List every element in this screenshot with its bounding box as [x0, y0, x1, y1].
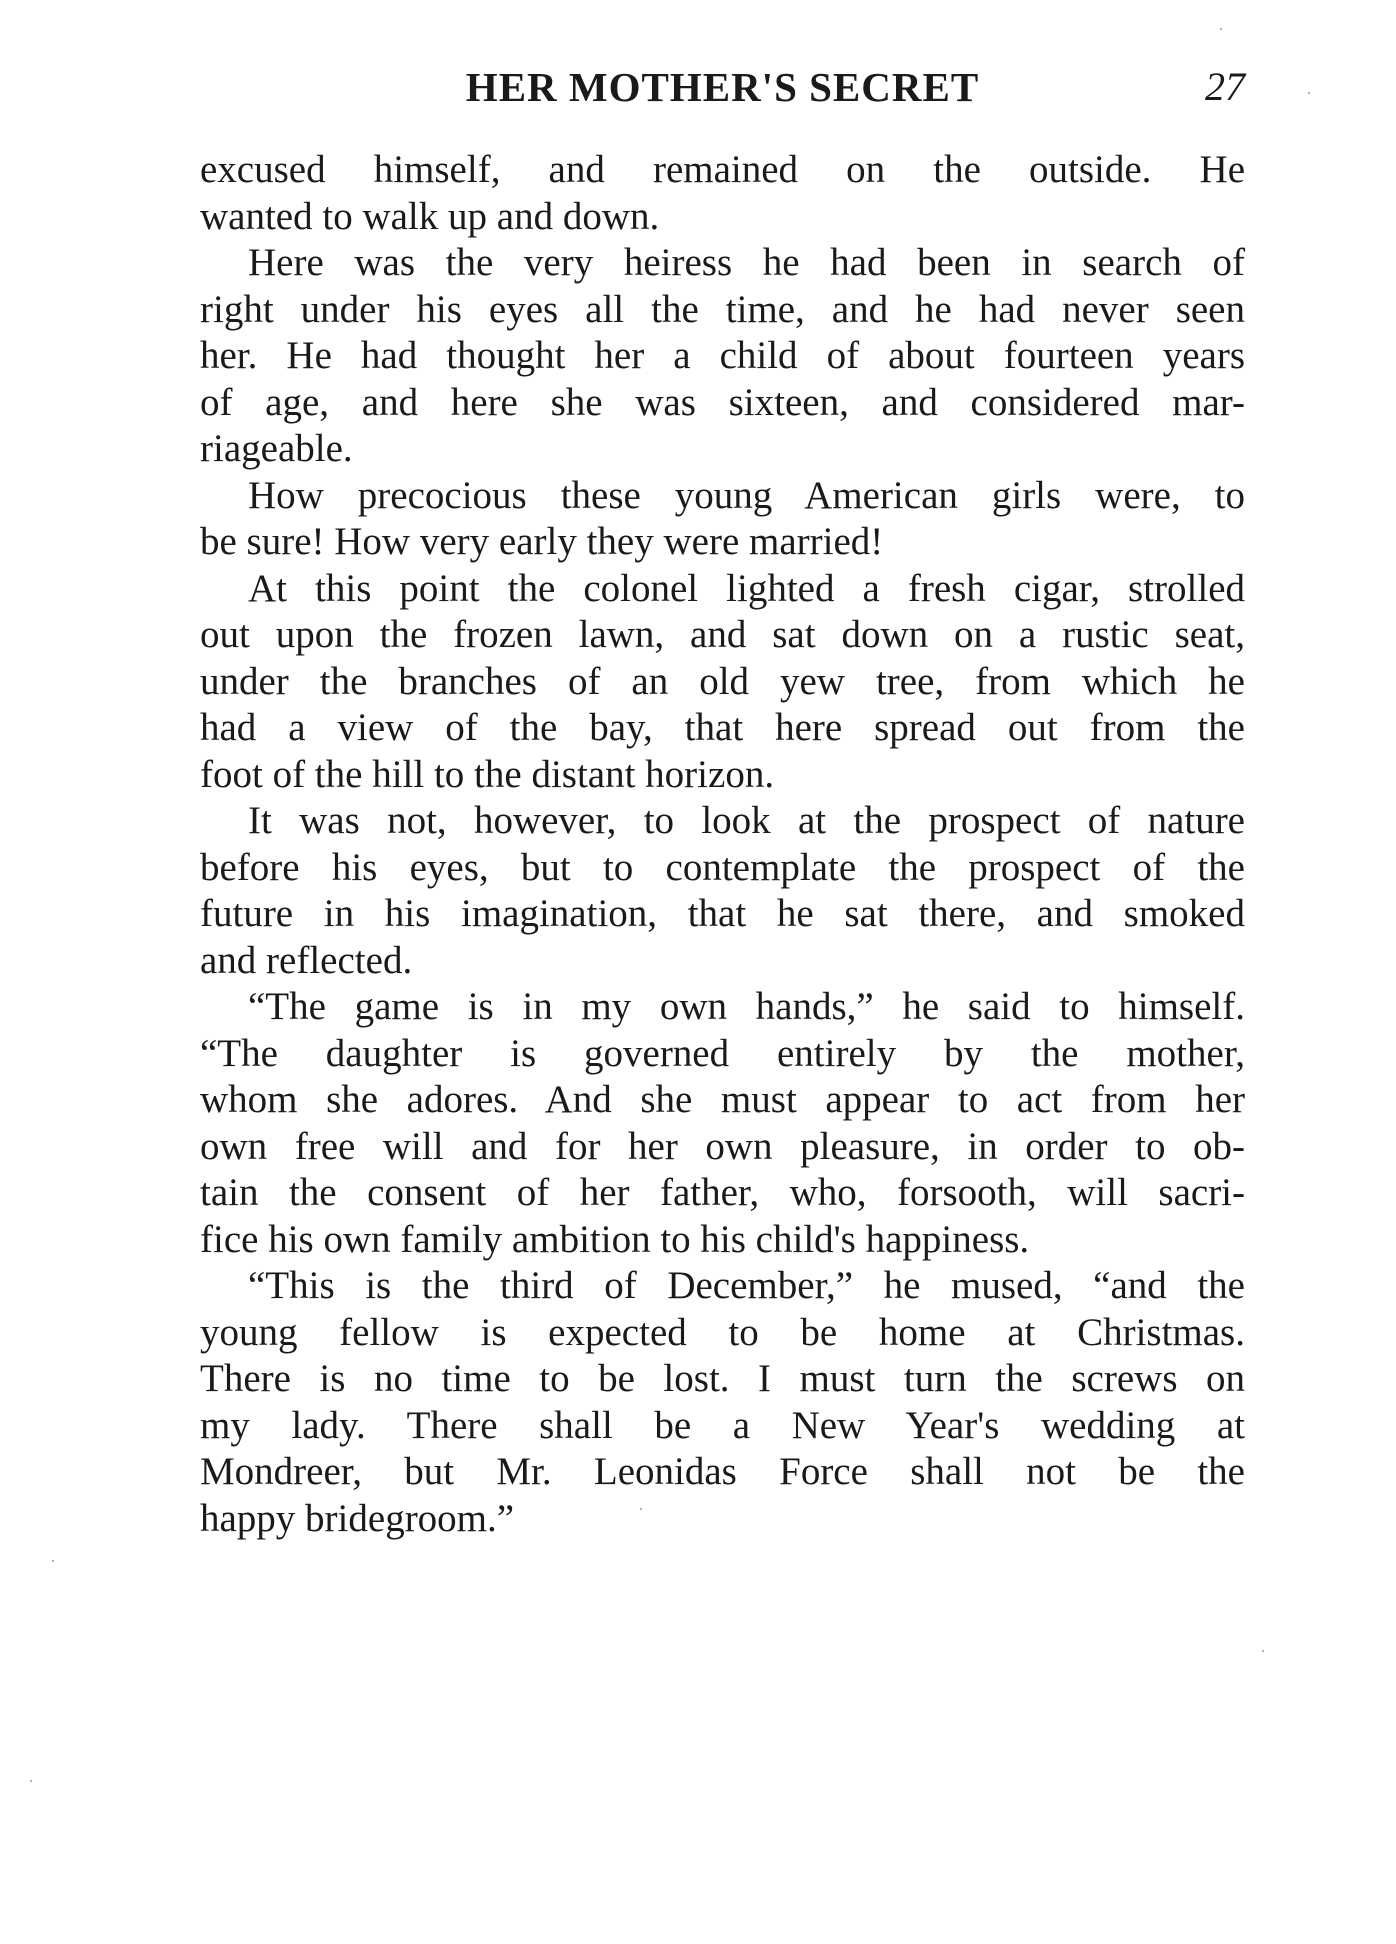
text-line: under the branches of an old yew tree, from which he — [200, 659, 1245, 703]
text-line: whom she adores. And she must appear to act from her — [200, 1078, 1245, 1121]
scan-speck — [1262, 1650, 1264, 1652]
text-line: fice his own family ambition to his child's happiness. — [200, 1217, 1030, 1261]
scan-speck — [640, 1508, 642, 1510]
text-line: excused himself, and remained on the outside. He — [200, 148, 1245, 191]
text-line: happy bridegroom.” — [200, 1496, 515, 1540]
scan-speck — [30, 1780, 32, 1782]
paragraph-4 — [200, 566, 1245, 799]
text-line: “The daughter is governed entirely by the mother, — [200, 1031, 1245, 1075]
text-line: It was not, however, to look at the prospect of nature — [248, 799, 1245, 842]
text-line: of age, and here she was sixteen, and considered mar- — [200, 380, 1245, 424]
text-line: Mondreer, but Mr. Leonidas Force shall not be the — [200, 1450, 1245, 1493]
paragraph-1 — [200, 147, 1245, 240]
scan-speck — [1308, 92, 1310, 94]
text-line: There is no time to be lost. I must turn the screws on — [200, 1357, 1245, 1400]
text-line: At this point the colonel lighted a fresh cigar, strolled — [248, 566, 1245, 610]
text-line: before his eyes, but to contemplate the prospect of the — [200, 845, 1245, 889]
text-line: and reflected. — [200, 938, 413, 982]
text-line: wanted to walk up and down. — [200, 194, 660, 238]
text-line: own free will and for her own pleasure, in order to ob- — [200, 1124, 1245, 1168]
scan-speck — [1220, 28, 1222, 30]
page-number: 27 — [1205, 64, 1245, 109]
text-line: “The game is in my own hands,” he said to himself. — [248, 985, 1245, 1028]
paragraph-3 — [200, 473, 1245, 566]
scan-speck — [52, 1560, 54, 1562]
text-line: future in his imagination, that he sat there, and smoked — [200, 892, 1245, 935]
paragraph-7 — [200, 1263, 1245, 1542]
text-line: Here was the very heiress he had been in search of — [248, 241, 1245, 284]
text-line: riageable. — [200, 427, 353, 470]
text-line: had a view of the bay, that here spread out from the — [200, 706, 1245, 749]
running-title: HER MOTHER'S SECRET — [465, 64, 980, 110]
text-line: her. He had thought her a child of about fourteen years — [200, 334, 1245, 377]
paragraph-2 — [200, 240, 1245, 473]
text-line: foot of the hill to the distant horizon. — [200, 752, 775, 796]
paragraph-5 — [200, 798, 1245, 984]
text-line: tain the consent of her father, who, forsooth, will sacri- — [200, 1171, 1245, 1214]
text-line: be sure! How very early they were married! — [200, 520, 884, 563]
text-line: How precocious these young American girls were, to — [248, 473, 1245, 517]
text-line: out upon the frozen lawn, and sat down on a rustic seat, — [200, 613, 1245, 656]
text-line: “This is the third of December,” he mused, “and the — [248, 1264, 1245, 1307]
paragraph-6 — [200, 984, 1245, 1263]
text-line: my lady. There shall be a New Year's wedding at — [200, 1403, 1245, 1447]
body-text — [200, 147, 1245, 1542]
text-line: right under his eyes all the time, and he had never seen — [200, 287, 1245, 331]
running-head — [200, 62, 1245, 112]
text-line: young fellow is expected to be home at Christmas. — [200, 1310, 1245, 1354]
